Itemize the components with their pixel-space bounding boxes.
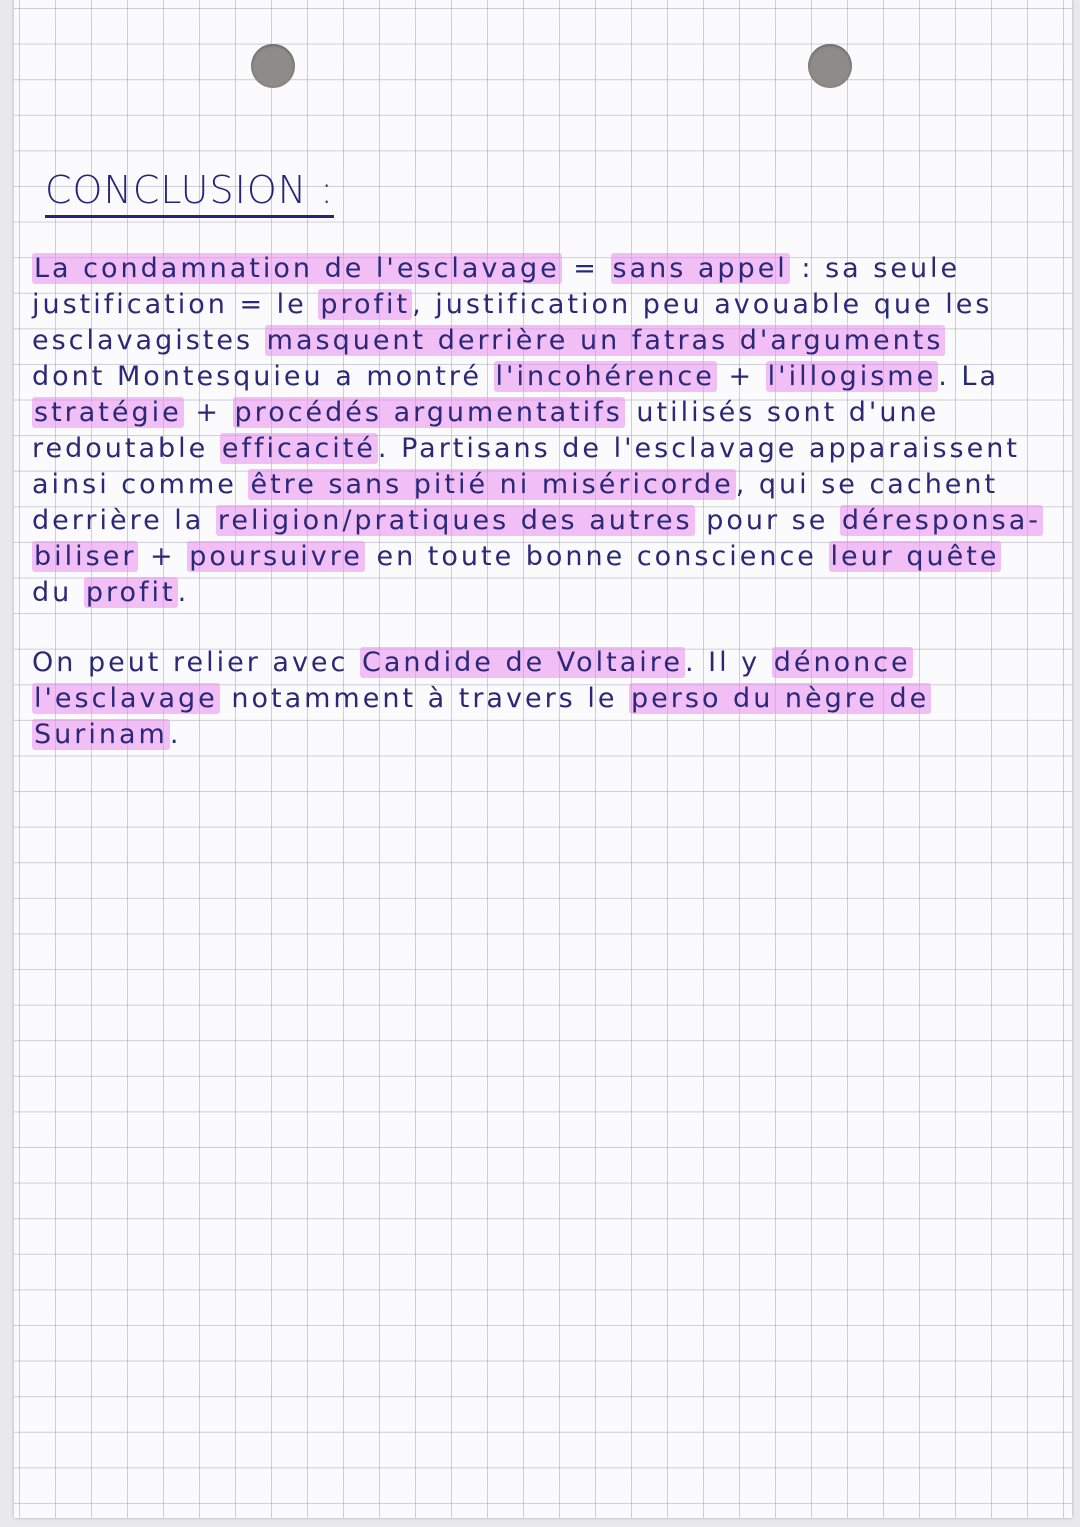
highlighted-text: masquent derrière un fatras d'arguments: [266, 325, 944, 356]
text-segment: . La: [938, 361, 999, 392]
highlighted-text: déresponsa-: [841, 505, 1041, 536]
text-segment: du: [32, 577, 84, 608]
text-line: [32, 718, 181, 752]
text-line: [32, 646, 913, 680]
text-segment: . Partisans de l'esclavage apparaissent: [377, 433, 1020, 464]
text-segment: redoutable: [32, 433, 220, 464]
text-line: [32, 682, 931, 716]
highlighted-text: stratégie: [34, 397, 182, 428]
text-segment: . Il y: [684, 647, 772, 678]
text-segment: =: [561, 253, 611, 284]
text-segment: esclavagistes: [32, 325, 265, 356]
highlighted-text: leur quête: [830, 541, 1000, 572]
text-line: [32, 252, 960, 286]
text-segment: .: [177, 577, 190, 608]
highlighted-text: l'illogisme: [767, 361, 937, 392]
text-line: [32, 396, 939, 430]
conclusion-heading: CONCLUSION :: [45, 168, 334, 218]
highlighted-text: La condamnation de l'esclavage: [34, 253, 560, 284]
text-segment: +: [716, 361, 766, 392]
text-segment: : sa seule: [789, 253, 961, 284]
highlighted-text: Candide de Voltaire: [361, 647, 683, 678]
highlighted-text: profit: [85, 577, 176, 608]
text-line: [32, 432, 1020, 466]
text-line: [32, 504, 1043, 538]
text-segment: On peut relier avec: [32, 647, 360, 678]
text-segment: +: [183, 397, 233, 428]
highlighted-text: l'incohérence: [495, 361, 715, 392]
highlighted-text: Surinam: [34, 719, 168, 750]
punch-hole-right: [808, 44, 852, 88]
text-segment: utilisés sont d'une: [624, 397, 940, 428]
text-segment: pour se: [694, 505, 840, 536]
text-segment: derrière la: [32, 505, 216, 536]
highlighted-text: sans appel: [612, 253, 788, 284]
text-segment: notamment à travers le: [219, 683, 630, 714]
highlighted-text: dénonce: [773, 647, 911, 678]
highlighted-text: l'esclavage: [34, 683, 218, 714]
highlighted-text: procédés argumentatifs: [234, 397, 623, 428]
text-segment: ainsi comme: [32, 469, 249, 500]
highlighted-text: profit: [320, 289, 411, 320]
text-line: [32, 360, 999, 394]
text-segment: , qui se cachent: [735, 469, 999, 500]
highlighted-text: biliser: [34, 541, 137, 572]
highlighted-text: poursuivre: [189, 541, 363, 572]
text-line: [32, 288, 992, 322]
text-line: [32, 324, 945, 358]
text-segment: +: [138, 541, 188, 572]
text-segment: , justification peu avouable que les: [412, 289, 993, 320]
text-segment: .: [169, 719, 182, 750]
text-line: [32, 576, 189, 610]
text-line: [32, 468, 998, 502]
highlighted-text: être sans pitié ni miséricorde: [250, 469, 734, 500]
text-segment: dont Montesquieu a montré: [32, 361, 494, 392]
text-segment: justification = le: [32, 289, 319, 320]
notebook-page: [14, 0, 1072, 1518]
text-line: [32, 540, 1001, 574]
highlighted-text: efficacité: [221, 433, 376, 464]
text-segment: en toute bonne conscience: [364, 541, 829, 572]
highlighted-text: perso du nègre de: [631, 683, 930, 714]
highlighted-text: religion/pratiques des autres: [217, 505, 693, 536]
punch-hole-left: [251, 44, 295, 88]
